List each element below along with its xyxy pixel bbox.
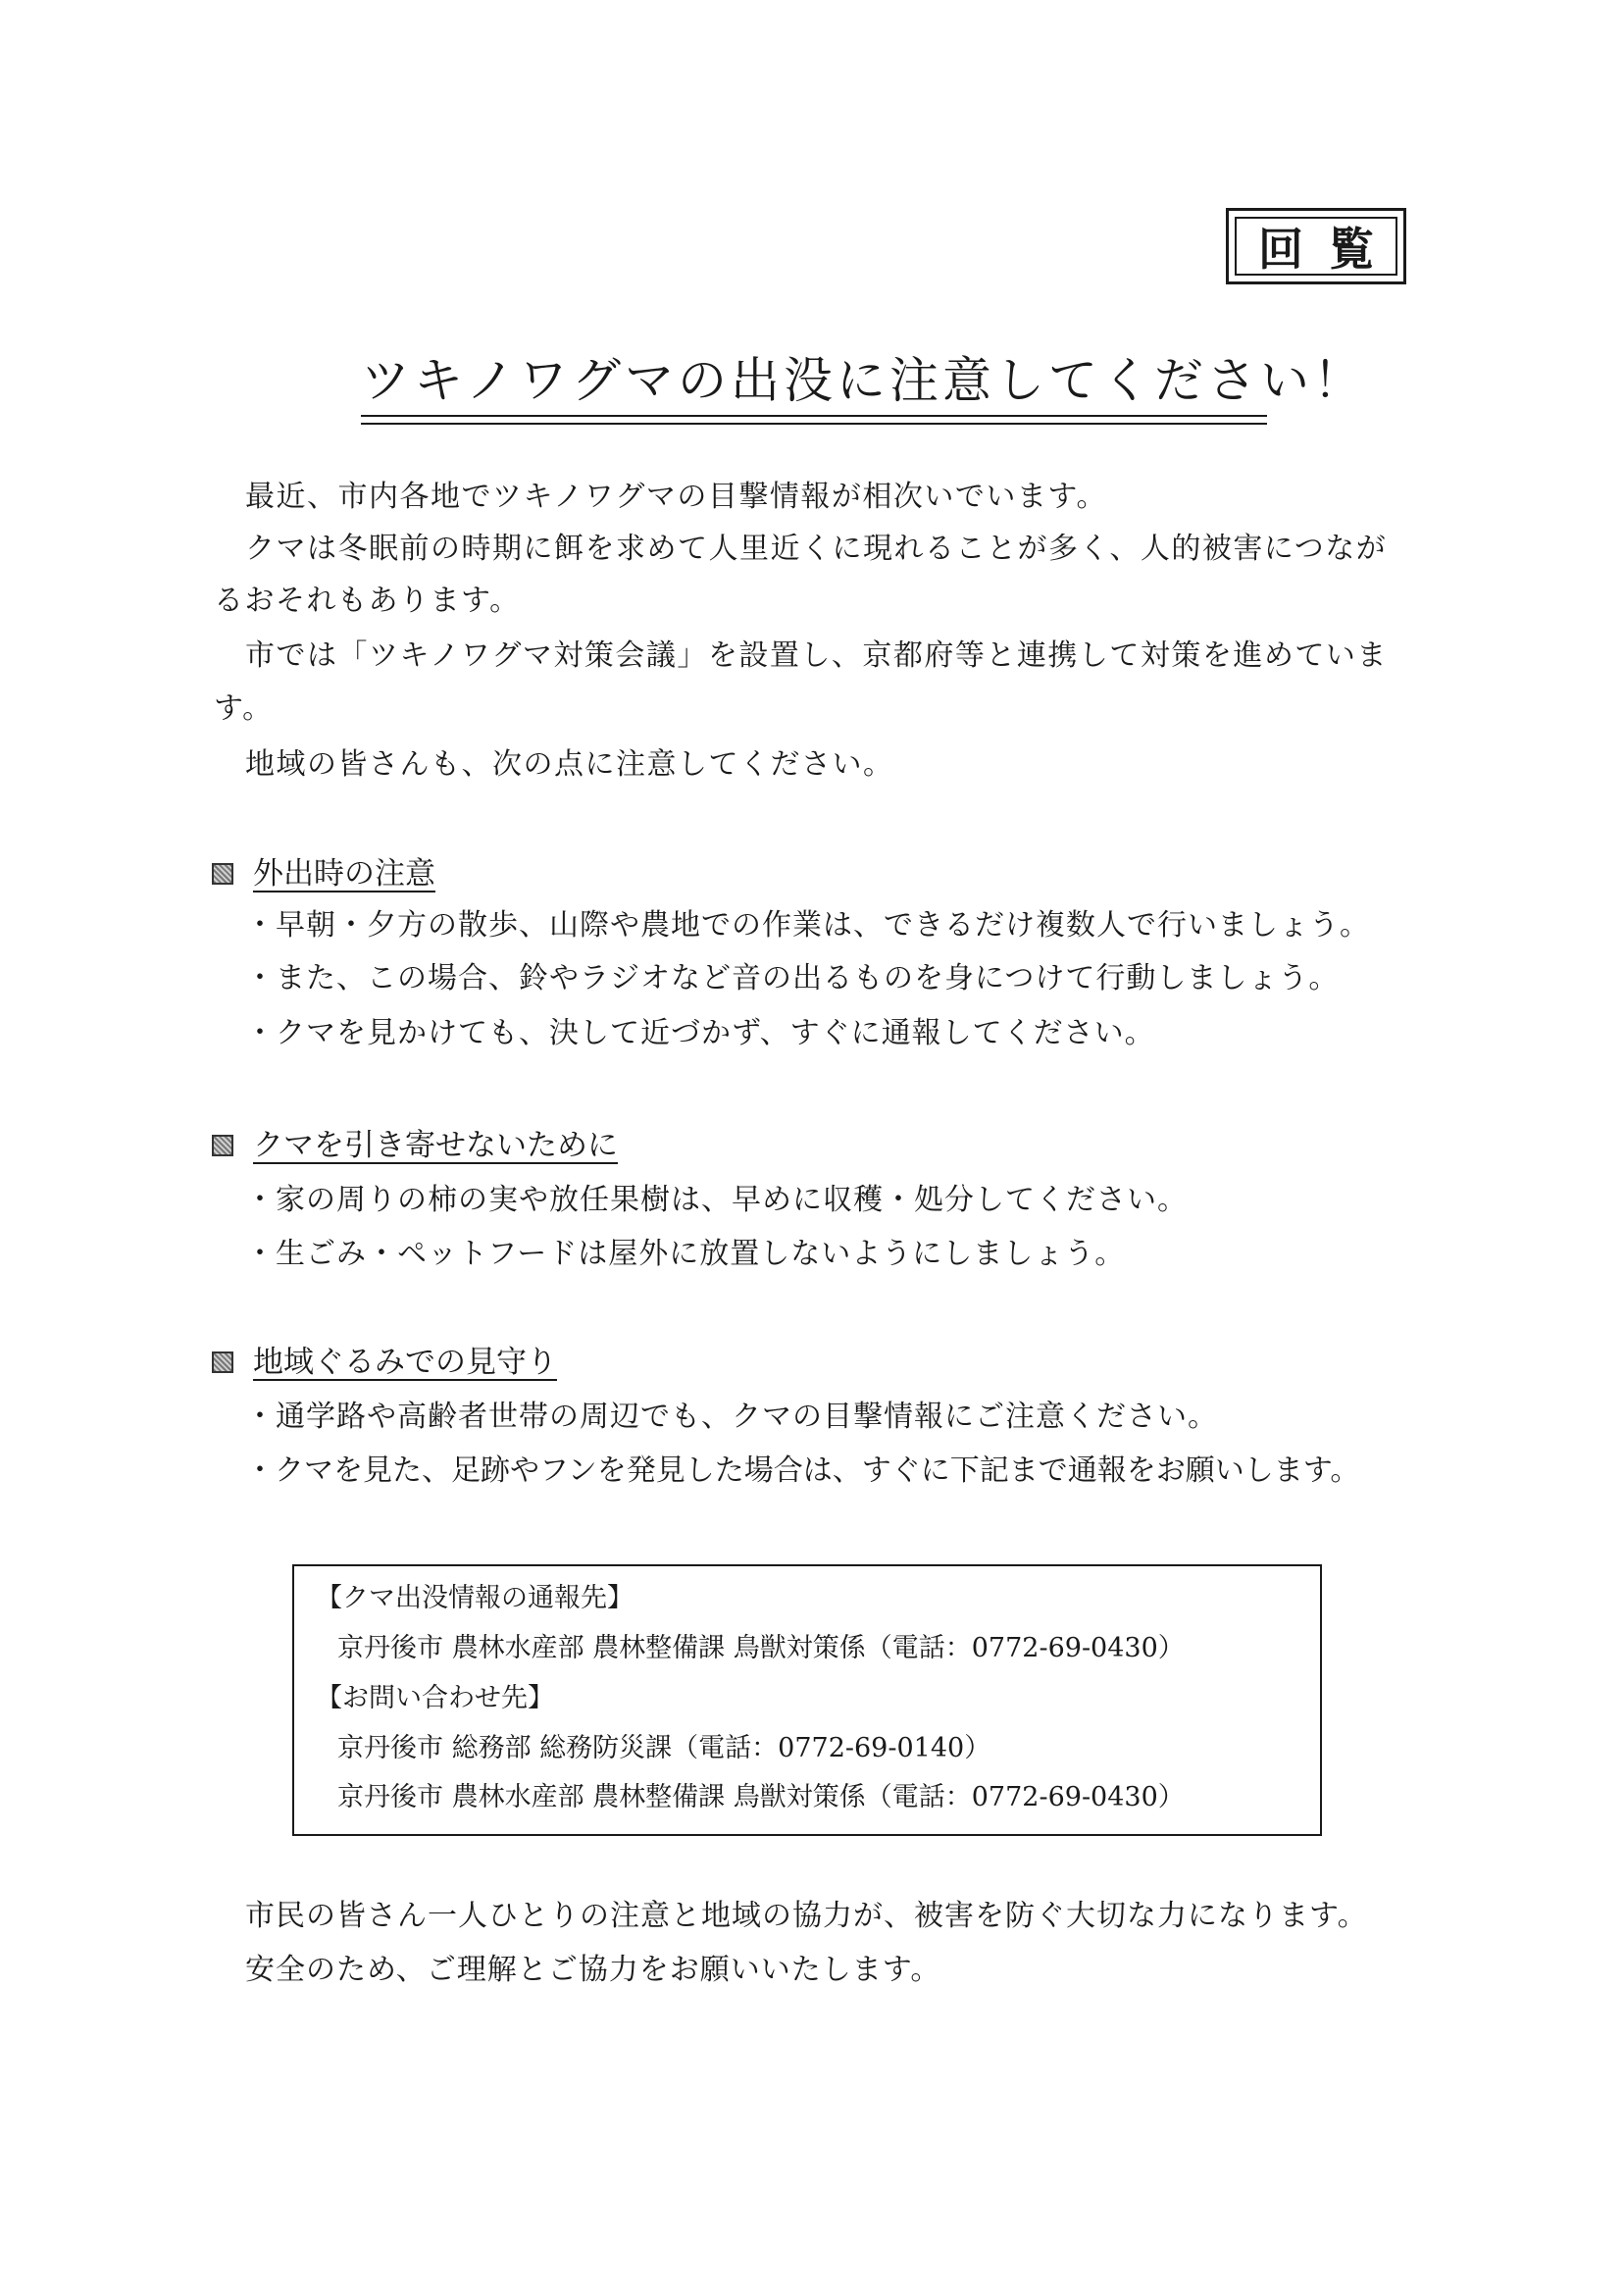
intro-line-3: るおそれもあります。 (214, 584, 521, 618)
inquiry-line-2: 京丹後市 農林水産部 農林整備課 鳥獣対策係（電話：0772-69-0430） (337, 1782, 1185, 1812)
section-heading-outing (212, 854, 435, 893)
section-heading-attract (212, 1126, 618, 1165)
intro-line-5: す。 (214, 691, 274, 726)
community-item-1: ・通学路や高齢者世帯の周辺でも、クマの目撃情報にご注意ください。 (245, 1400, 1218, 1434)
intro-line-1: 最近、市内各地でツキノワグマの目撃情報が相次いでいます。 (245, 480, 1107, 514)
square-bullet-icon (212, 1135, 233, 1156)
contact-box (292, 1564, 1322, 1836)
inquiry-label: 【お問い合わせ先】 (316, 1683, 554, 1713)
section-heading-community (212, 1343, 557, 1382)
attract-item-1: ・家の周りの柿の実や放任果樹は、早めに収穫・処分してください。 (245, 1183, 1188, 1217)
closing-line-1: 市民の皆さん一人ひとりの注意と地域の協力が、被害を防ぐ大切な力になります。 (245, 1899, 1368, 1933)
section-heading-text: 地域ぐるみでの見守り (253, 1345, 557, 1380)
circulation-stamp (1226, 208, 1406, 284)
square-bullet-icon (212, 1351, 233, 1373)
circulation-stamp-text: 回覧 (1235, 217, 1397, 276)
outing-item-1: ・早朝・夕方の散歩、山際や農地での作業は、できるだけ複数人で行いましょう。 (245, 908, 1370, 943)
closing-line-2: 安全のため、ご理解とご協力をお願いいたします。 (245, 1953, 941, 1987)
page-title: ツキノワグマの出没に注意してください！ (361, 352, 1366, 409)
title-double-underline (361, 415, 1267, 425)
community-item-2: ・クマを見た、足跡やフンを発見した場合は、すぐに下記まで通報をお願いします。 (245, 1453, 1360, 1488)
section-heading-text: 外出時の注意 (253, 856, 435, 892)
square-bullet-icon (212, 863, 233, 885)
section-heading-text: クマを引き寄せないために (253, 1128, 618, 1163)
intro-line-6: 地域の皆さんも、次の点に注意してください。 (245, 747, 894, 782)
inquiry-line-1: 京丹後市 総務部 総務防災課（電話：0772-69-0140） (337, 1733, 991, 1763)
intro-line-4: 市では「ツキノワグマ対策会議」を設置し、京都府等と連携して対策を進めていま (245, 638, 1388, 673)
attract-item-2: ・生ごみ・ペットフードは屋外に放置しないようにしましょう。 (245, 1237, 1126, 1271)
intro-line-2: クマは冬眠前の時期に餌を求めて人里近くに現れることが多く、人的被害につなが (245, 532, 1388, 566)
report-line: 京丹後市 農林水産部 農林整備課 鳥獣対策係（電話：0772-69-0430） (337, 1633, 1185, 1663)
outing-item-2: ・また、この場合、鈴やラジオなど音の出るものを身につけて行動しましょう。 (245, 961, 1340, 995)
report-label: 【クマ出没情報の通報先】 (316, 1583, 634, 1613)
outing-item-3: ・クマを見かけても、決して近づかず、すぐに通報してください。 (245, 1016, 1155, 1050)
